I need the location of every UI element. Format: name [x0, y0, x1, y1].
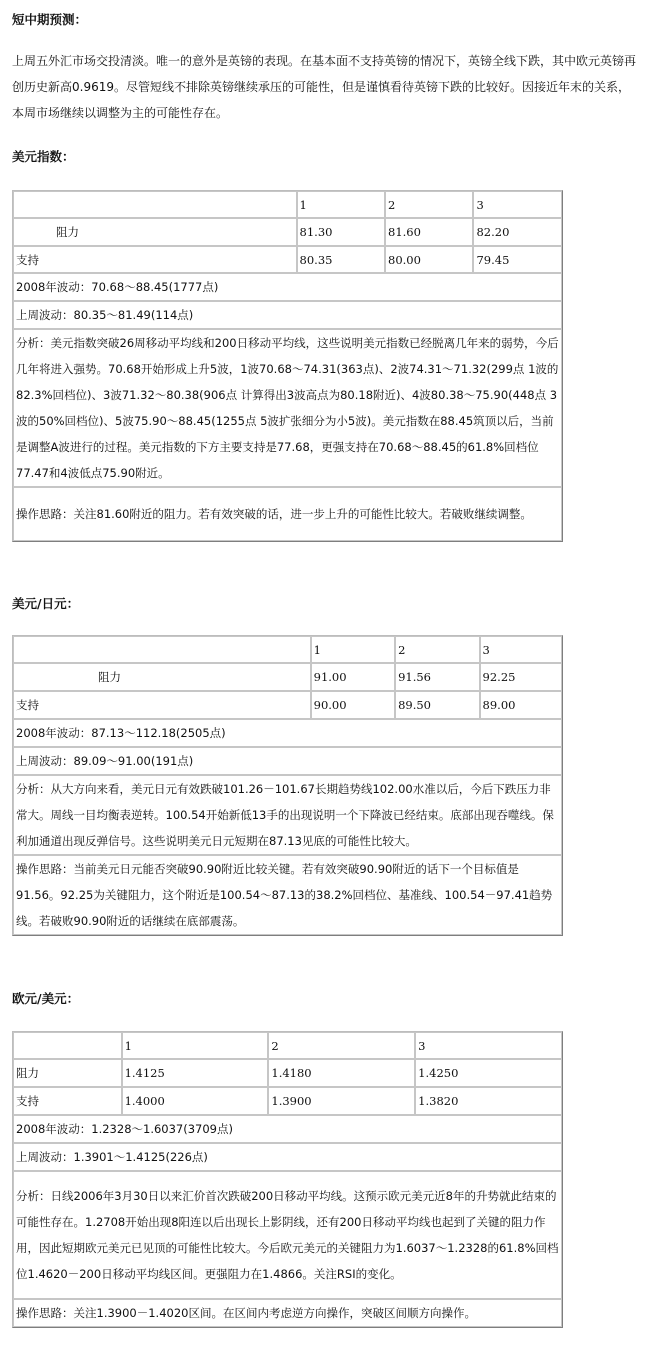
strategy-text: 操作思路：当前美元日元能否突破90.90附近比较关键。若有效突破90.90附近的话下一个目标值是91.56。92.25为关键阻力，这个附近是100.54～87.13的38.2%回档位、基准线、100.54－97.41趋势线。若破败90.90附近的话继续在底部震荡。 [13, 855, 562, 935]
eur-usd-table [12, 1031, 563, 1328]
resistance-value-1: 81.30 [297, 218, 385, 246]
range-2008: 2008年波动：1.2328～1.6037(3709点) [13, 1115, 562, 1143]
range-last-week: 上周波动：89.09～91.00(191点) [13, 747, 562, 775]
support-label: 支持 [13, 691, 311, 719]
support-label: 支持 [13, 1087, 122, 1115]
support-value-1: 1.4000 [122, 1087, 269, 1115]
support-value-3: 79.45 [473, 246, 562, 273]
strategy-text: 操作思路：关注81.60附近的阻力。若有效突破的话，进一步上升的可能性比较大。若破败继续调整。 [13, 487, 562, 541]
support-value-1: 90.00 [311, 691, 395, 719]
support-value-2: 1.3900 [268, 1087, 415, 1115]
level-header-1: 1 [122, 1032, 269, 1059]
section-title-eur-usd: 欧元/美元： [12, 991, 80, 1006]
resistance-value-2: 1.4180 [268, 1059, 415, 1087]
range-last-week: 上周波动：80.35～81.49(114点) [13, 301, 562, 329]
support-value-2: 80.00 [385, 246, 473, 273]
analysis-text: 分析：美元指数突破26周移动平均线和200日移动平均线，这些说明美元指数已经脱离几年来的弱势，今后几年将进入强势。70.68开始形成上升5波，1波70.68～74.31(363点)、2波74.31～71.32(299点 1波的82.3%回档位)、3波71.32～80.38(906点 计算得出3波高点为80.18附近)、4波80.38～75.90(448点 3波的50%回档位)、5波75.90～88.45(1255点 5波扩张细分为小5波)。美元指数在88.45筑顶以后，当前是调整A波进行的过程。美元指数的下方主要支持是77.68，更强支持在70.68～88.45的61.8%回档位77.47和4波低点75.90附近。 [13, 329, 562, 487]
resistance-label: 阻力 [13, 1059, 122, 1087]
strategy-text: 操作思路：关注1.3900－1.4020区间。在区间内考虑逆方向操作，突破区间顺方向操作。 [13, 1299, 562, 1327]
level-header-2: 2 [395, 636, 479, 663]
resistance-value-2: 91.56 [395, 663, 479, 691]
intro-paragraph: 上周五外汇市场交投清淡。唯一的意外是英镑的表现。在基本面不支持英镑的情况下，英镑全线下跌，其中欧元英镑再创历史新高0.9619。尽管短线不排除英镑继续承压的可能性，但是谨慎看待英镑下跌的比较好。因接近年末的关系，本周市场继续以调整为主的可能性存在。 [12, 54, 637, 120]
level-header-1: 1 [297, 191, 385, 218]
header-empty-cell [13, 636, 311, 663]
level-header-2: 2 [385, 191, 473, 218]
forecast-heading: 短中期预测： [12, 12, 88, 27]
analysis-text: 分析：日线2006年3月30日以来汇价首次跌破200日移动平均线。这预示欧元美元近8年的升势就此结束的可能性存在。1.2708开始出现8阳连以后出现长上影阴线，还有200日移动平均线也起到了关键的阻力作用，因此短期欧元美元已见顶的可能性比较大。今后欧元美元的关键阻力为1.6037～1.2328的61.8%回档位1.4620－200日移动平均线区间。更强阻力在1.4866。关注RSI的变化。 [13, 1171, 562, 1299]
resistance-value-2: 81.60 [385, 218, 473, 246]
resistance-label: 阻力 [13, 663, 311, 691]
level-header-3: 3 [415, 1032, 562, 1059]
analysis-text: 分析：从大方向来看，美元日元有效跌破101.26－101.67长期趋势线102.00水准以后，今后下跌压力非常大。周线一目均衡表逆转。100.54开始新低13手的出现说明一个下降波已经结束。底部出现吞噬线。保利加通道出现反弹信号。这些说明美元日元短期在87.13见底的可能性比较大。 [13, 775, 562, 855]
header-empty-cell [13, 1032, 122, 1059]
resistance-value-3: 92.25 [480, 663, 562, 691]
resistance-value-1: 1.4125 [122, 1059, 269, 1087]
resistance-label: 阻力 [13, 218, 297, 246]
level-header-1: 1 [311, 636, 395, 663]
support-value-2: 89.50 [395, 691, 479, 719]
range-last-week: 上周波动：1.3901～1.4125(226点) [13, 1143, 562, 1171]
support-value-1: 80.35 [297, 246, 385, 273]
range-2008: 2008年波动：70.68～88.45(1777点) [13, 273, 562, 301]
usd-jpy-table [12, 635, 563, 936]
header-empty-cell [13, 191, 297, 218]
section-title-usd-index: 美元指数： [12, 149, 75, 164]
support-label: 支持 [13, 246, 297, 273]
resistance-value-1: 91.00 [311, 663, 395, 691]
resistance-value-3: 82.20 [473, 218, 562, 246]
section-title-usd-jpy: 美元/日元： [12, 596, 80, 611]
level-header-3: 3 [480, 636, 562, 663]
usd-index-table [12, 190, 563, 542]
support-value-3: 1.3820 [415, 1087, 562, 1115]
level-header-2: 2 [268, 1032, 415, 1059]
range-2008: 2008年波动：87.13～112.18(2505点) [13, 719, 562, 747]
level-header-3: 3 [473, 191, 562, 218]
support-value-3: 89.00 [480, 691, 562, 719]
resistance-value-3: 1.4250 [415, 1059, 562, 1087]
